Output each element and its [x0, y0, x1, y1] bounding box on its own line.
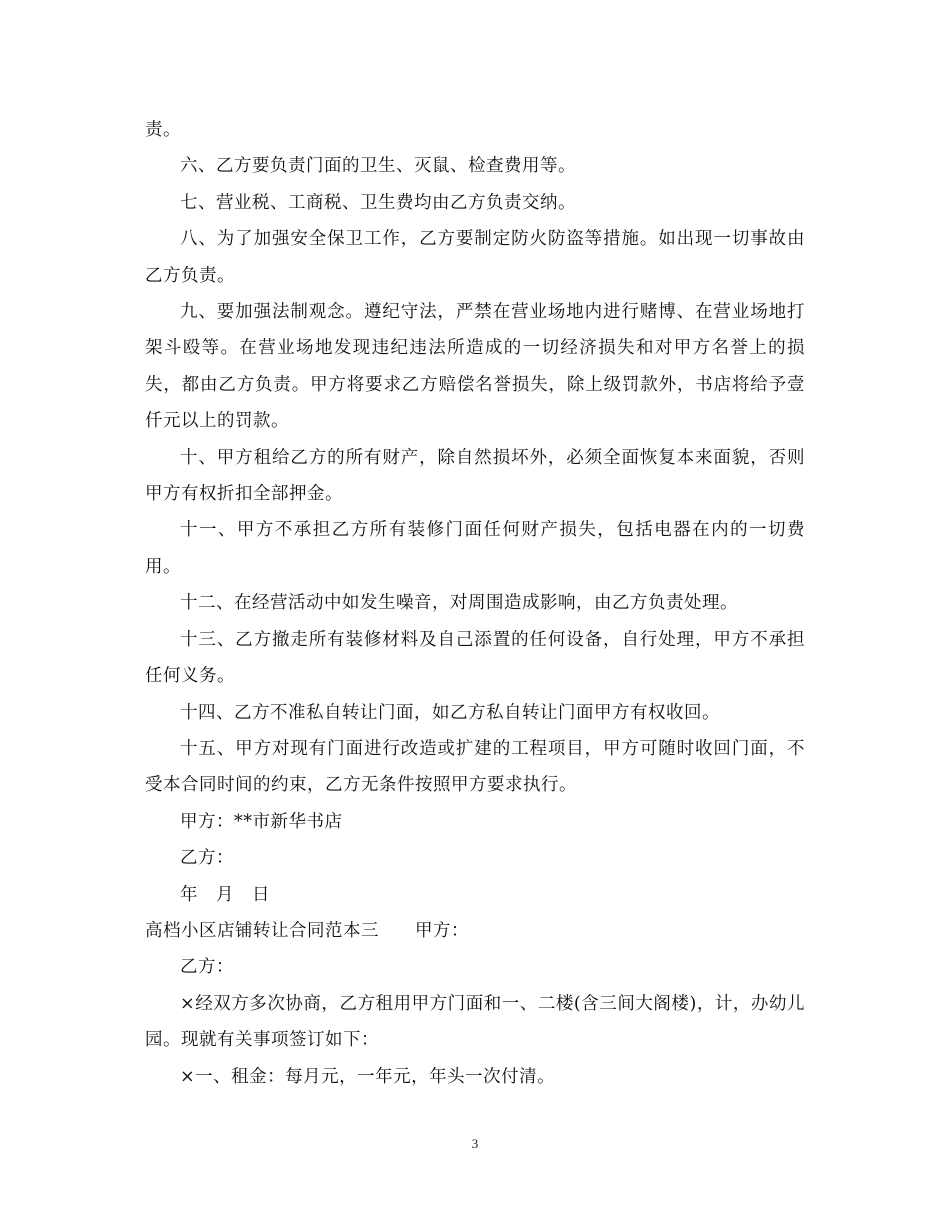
clause-10: 十、甲方租给乙方的所有财产，除自然损坏外，必须全面恢复本来面貌，否则甲方有权折扣全部押金。: [145, 447, 805, 505]
section-intro: ×经双方多次协商，乙方租用甲方门面和一、二楼(含三间大阁楼)，计，办幼儿园。现就有关事项签订如下：: [145, 993, 805, 1051]
signature-date: 年 月 日: [180, 884, 270, 905]
page-number: 3: [471, 1136, 479, 1151]
document-body: [145, 112, 805, 1095]
section-title: 高档小区店铺转让合同范本三: [145, 920, 379, 941]
signature-party-b: 乙方：: [180, 848, 234, 869]
clause-6: 六、乙方要负责门面的卫生、灭鼠、检查费用等。: [180, 156, 576, 177]
clause-12: 十二、在经营活动中如发生噪音，对周围造成影响，由乙方负责处理。: [180, 593, 738, 614]
clause-11: 十一、甲方不承担乙方所有装修门面任何财产损失，包括电器在内的一切费用。: [145, 520, 805, 577]
paragraph-continuation: 责。: [145, 120, 181, 140]
clause-8: 八、为了加强安全保卫工作，乙方要制定防火防盗等措施。如出现一切事故由乙方负责。: [145, 229, 805, 286]
clause-15: 十五、甲方对现有门面进行改造或扩建的工程项目，甲方可随时收回门面，不受本合同时间的约束，乙方无条件按照甲方要求执行。: [145, 738, 805, 796]
signature-party-a: 甲方：**市新华书店: [180, 811, 343, 832]
clause-9: 九、要加强法制观念。遵纪守法，严禁在营业场地内进行赌博、在营业场地打架斗殴等。在营业场地发现违纪违法所造成的一切经济损失和对甲方名誉上的损失，都由乙方负责。甲方将要求乙方赔偿名誉损失，除上级罚款外，书店将给予壹仟元以上的罚款。: [145, 302, 805, 432]
clause-13: 十三、乙方撤走所有装修材料及自己添置的任何设备，自行处理，甲方不承担任何义务。: [145, 629, 805, 687]
section-party-b: 乙方：: [180, 957, 234, 978]
clause-7: 七、营业税、工商税、卫生费均由乙方负责交纳。: [180, 192, 576, 213]
section-clause-1: ×一、租金：每月元，一年元，年头一次付清。: [180, 1066, 556, 1087]
section-heading-line: [145, 913, 805, 949]
clause-14: 十四、乙方不准私自转让门面，如乙方私自转让门面甲方有权收回。: [180, 702, 720, 723]
section-party-a: 甲方：: [415, 920, 469, 941]
